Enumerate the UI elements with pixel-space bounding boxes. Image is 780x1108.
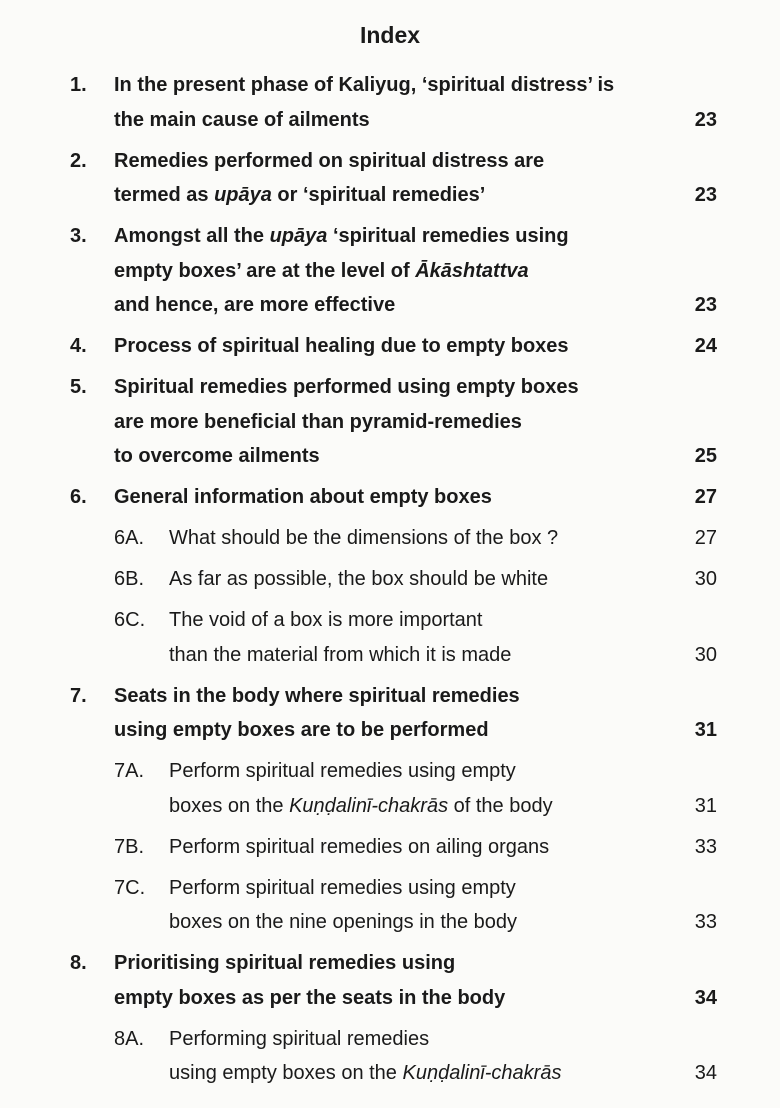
page-number: 33 bbox=[694, 835, 717, 858]
text-segment: Amongst all the bbox=[114, 225, 270, 247]
entry-text bbox=[114, 713, 489, 748]
entry-number: 6B. bbox=[114, 568, 145, 590]
text-segment: Performing spiritual remedies bbox=[169, 1027, 430, 1050]
entry-text bbox=[114, 679, 520, 714]
entry-line bbox=[0, 439, 780, 474]
entry-line bbox=[0, 405, 780, 440]
entry-line bbox=[0, 1022, 780, 1057]
entry-line bbox=[0, 329, 780, 364]
index-subentry bbox=[0, 754, 780, 823]
entry-text bbox=[169, 871, 516, 906]
page-number: 23 bbox=[694, 294, 717, 316]
text-segment: to overcome ailments bbox=[114, 445, 320, 467]
entry-text bbox=[169, 603, 482, 638]
index-entry bbox=[0, 946, 780, 1015]
entry-text bbox=[169, 905, 517, 940]
text-segment: General information about empty boxes bbox=[114, 486, 492, 508]
entry-line bbox=[0, 144, 780, 179]
text-segment: and hence, are more effective bbox=[114, 294, 396, 316]
text-segment: boxes on the nine openings in the body bbox=[169, 911, 518, 933]
text-segment: Perform spiritual remedies using empty bbox=[169, 876, 516, 899]
entry-number: 1. bbox=[70, 74, 87, 96]
text-segment: empty boxes’ are at the level of bbox=[114, 259, 416, 282]
page-number: 30 bbox=[694, 643, 717, 666]
entry-text bbox=[114, 981, 505, 1016]
entry-line bbox=[0, 679, 780, 714]
page-number: 33 bbox=[694, 911, 717, 933]
index-subentry bbox=[0, 521, 780, 556]
entry-line bbox=[0, 905, 780, 940]
index-entry bbox=[0, 68, 780, 137]
entry-text bbox=[114, 178, 485, 213]
entry-line bbox=[0, 603, 780, 638]
entry-text bbox=[114, 254, 529, 289]
entry-text bbox=[169, 1056, 561, 1091]
text-segment: Process of spiritual healing due to empty boxes bbox=[114, 335, 569, 357]
page-number: 31 bbox=[694, 719, 717, 741]
entry-text bbox=[114, 946, 455, 981]
text-segment: of the body bbox=[448, 794, 553, 817]
entry-number: 4. bbox=[70, 335, 87, 357]
entry-text bbox=[169, 638, 511, 673]
entry-number: 2. bbox=[70, 149, 87, 172]
entry-number: 8A. bbox=[114, 1027, 145, 1050]
index-subentry bbox=[0, 1022, 780, 1091]
entry-line bbox=[0, 789, 780, 824]
entry-text bbox=[114, 144, 544, 179]
entry-number: 6. bbox=[70, 486, 87, 508]
entry-text bbox=[114, 329, 569, 364]
page-number: 25 bbox=[694, 445, 717, 467]
text-segment: using empty boxes are to be performed bbox=[114, 719, 489, 741]
page-number: 24 bbox=[694, 335, 717, 357]
entry-text bbox=[169, 1022, 429, 1057]
entry-line bbox=[0, 178, 780, 213]
entry-line bbox=[0, 754, 780, 789]
entry-number: 6C. bbox=[114, 609, 146, 631]
text-segment: are more beneficial than pyramid-remedies bbox=[114, 410, 522, 433]
entry-text bbox=[169, 754, 516, 789]
entry-text bbox=[114, 405, 522, 440]
italic-term: Kuṇḍalinī-chakrās bbox=[289, 794, 449, 817]
text-segment: than the material from which it is made bbox=[169, 643, 512, 666]
index-entry bbox=[0, 679, 780, 748]
page-number: 34 bbox=[694, 1062, 717, 1084]
text-segment: using empty boxes on the bbox=[169, 1062, 403, 1084]
entry-line bbox=[0, 521, 780, 556]
page-number: 27 bbox=[694, 486, 717, 508]
entry-text bbox=[169, 789, 553, 824]
entry-line bbox=[0, 830, 780, 865]
text-segment: Seats in the body where spiritual remedies bbox=[114, 684, 520, 707]
entry-line bbox=[0, 68, 780, 103]
text-segment: termed as bbox=[114, 184, 215, 206]
entry-line bbox=[0, 480, 780, 515]
entry-line bbox=[0, 638, 780, 673]
text-segment: ‘spiritual remedies using bbox=[327, 225, 569, 247]
index-entry bbox=[0, 219, 780, 323]
entry-text bbox=[114, 439, 320, 474]
entry-text bbox=[169, 562, 548, 597]
index-entry bbox=[0, 144, 780, 213]
page-number: 31 bbox=[694, 794, 717, 817]
page-number: 27 bbox=[694, 527, 717, 549]
text-segment: The void of a box is more important bbox=[169, 609, 483, 631]
entry-text bbox=[114, 480, 492, 515]
index-subentry bbox=[0, 830, 780, 865]
entry-number: 7C. bbox=[114, 876, 146, 899]
entry-line bbox=[0, 1056, 780, 1091]
entry-line bbox=[0, 946, 780, 981]
page-number: 30 bbox=[694, 568, 717, 590]
entry-number: 7. bbox=[70, 684, 87, 707]
page-title: Index bbox=[359, 22, 421, 48]
entry-text bbox=[169, 830, 549, 865]
text-segment: Spiritual remedies performed using empty boxes bbox=[114, 376, 579, 398]
entry-line bbox=[0, 562, 780, 597]
entry-line bbox=[0, 981, 780, 1016]
page-number: 34 bbox=[694, 986, 717, 1009]
entry-line bbox=[0, 713, 780, 748]
entry-text bbox=[114, 103, 370, 138]
page-number: 23 bbox=[694, 108, 717, 131]
text-segment: Prioritising spiritual remedies using bbox=[114, 952, 456, 974]
index-subentry bbox=[0, 603, 780, 672]
index-subentry bbox=[0, 562, 780, 597]
entry-line bbox=[0, 219, 780, 254]
entry-number: 6A. bbox=[114, 527, 145, 549]
entry-text bbox=[114, 288, 395, 323]
entry-number: 8. bbox=[70, 952, 87, 974]
text-segment: or ‘spiritual remedies’ bbox=[271, 184, 486, 206]
entry-text bbox=[114, 370, 579, 405]
entry-line bbox=[0, 288, 780, 323]
entry-line bbox=[0, 370, 780, 405]
italic-term: upāya bbox=[269, 225, 328, 247]
entry-number: 3. bbox=[70, 225, 87, 247]
text-segment: What should be the dimensions of the box ? bbox=[169, 527, 559, 549]
entry-number: 7A. bbox=[114, 760, 145, 782]
entry-text bbox=[169, 521, 558, 556]
text-segment: Perform spiritual remedies on ailing organs bbox=[169, 835, 550, 858]
text-segment: empty boxes as per the seats in the body bbox=[114, 986, 506, 1009]
text-segment: Remedies performed on spiritual distress are bbox=[114, 149, 545, 172]
index-entry bbox=[0, 329, 780, 364]
entry-line bbox=[0, 871, 780, 906]
entry-line bbox=[0, 103, 780, 138]
italic-term: upāya bbox=[214, 184, 272, 206]
entry-text bbox=[114, 219, 569, 254]
index-entry bbox=[0, 370, 780, 474]
entry-text bbox=[114, 68, 614, 103]
italic-term: Kuṇḍalinī-chakrās bbox=[402, 1062, 562, 1084]
index-list bbox=[0, 68, 780, 1091]
italic-term: Ākāshtattva bbox=[415, 259, 529, 282]
text-segment: boxes on the bbox=[169, 794, 290, 817]
text-segment: the main cause of ailments bbox=[114, 108, 370, 131]
text-segment: Perform spiritual remedies using empty bbox=[169, 760, 516, 782]
text-segment: As far as possible, the box should be white bbox=[169, 568, 549, 590]
entry-number: 5. bbox=[70, 376, 87, 398]
index-entry bbox=[0, 480, 780, 515]
entry-line bbox=[0, 254, 780, 289]
text-segment: In the present phase of Kaliyug, ‘spiritual distress’ is bbox=[114, 74, 615, 96]
entry-number: 7B. bbox=[114, 835, 145, 858]
index-subentry bbox=[0, 871, 780, 940]
page-number: 23 bbox=[694, 184, 717, 206]
